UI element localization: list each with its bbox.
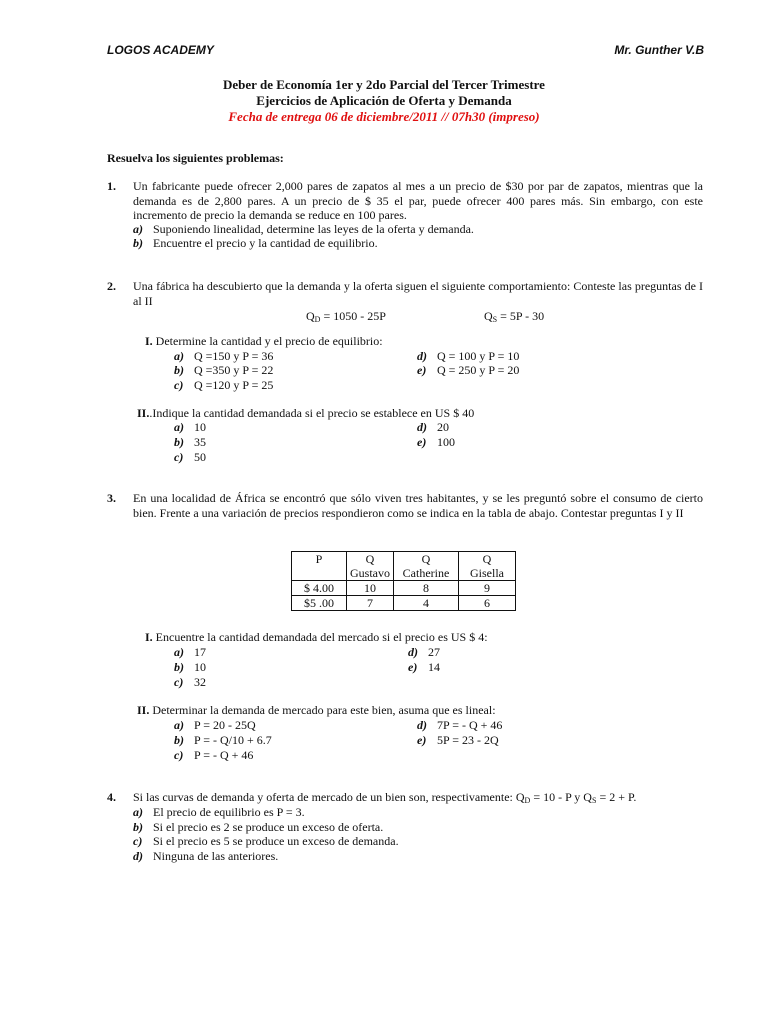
q4-option-b: b) Si el precio es 2 se produce un exceso de oferta. <box>133 820 384 834</box>
q2-text: Una fábrica ha descubierto que la demanda y la oferta siguen el siguiente comportamiento: Conteste las preguntas de I al II <box>133 279 703 308</box>
q3-demand-table <box>291 551 516 611</box>
option-text: Encuentre el precio y la cantidad de equilibrio. <box>153 236 378 250</box>
header-school: LOGOS ACADEMY <box>107 43 214 57</box>
q2-I-option-e: e) Q = 250 y P = 20 <box>417 363 520 377</box>
q2-I-option-b: b) Q =350 y P = 22 <box>174 363 274 377</box>
q3-II-option-e: e) 5P = 23 - 2Q <box>417 733 499 747</box>
q3-II-option-d: d) 7P = - Q + 46 <box>417 718 503 732</box>
title-line-1: Deber de Economía 1er y 2do Parcial del Tercer Trimestre <box>223 77 545 92</box>
due-date: Fecha de entrega 06 de diciembre/2011 // 07h30 (impreso) <box>228 109 540 124</box>
q2-II-option-a: a) 10 <box>174 420 206 434</box>
q1-option-a <box>133 222 474 237</box>
table-header-row <box>292 552 516 581</box>
q2-supply-equation: $Q_S = 5P - 30$ <box>484 309 545 324</box>
q4-number: 4. <box>107 790 116 804</box>
q2-number: 2. <box>107 279 116 293</box>
q3-I-option-a: a) 17 <box>174 645 206 659</box>
q2-II-option-e: e) 100 <box>417 435 455 449</box>
q2-I-option-d: d) Q = 100 y P = 10 <box>417 349 520 363</box>
q2-II-option-b: b) 35 <box>174 435 206 449</box>
instruction: Resuelva los siguientes problemas: <box>107 151 284 165</box>
q4-option-a: a) El precio de equilibrio es P = 3. <box>133 805 305 819</box>
table-row: $ 4.00 10 8 9 <box>292 581 516 596</box>
header-catherine: Q Catherine <box>394 552 459 581</box>
q3-I-option-e: e) 14 <box>408 660 440 674</box>
q3-I-option-d: d) 27 <box>408 645 440 659</box>
q3-part-II: II. Determinar la demanda de mercado para este bien, asuma que es lineal: <box>137 703 496 717</box>
q2-part-I: I. Determine la cantidad y el precio de equilibrio: <box>145 334 383 348</box>
option-label: b) <box>133 236 143 250</box>
header-price: P <box>292 552 347 581</box>
option-text: Suponiendo linealidad, determine las leyes de la oferta y demanda. <box>153 222 474 236</box>
table-row: $5 .00 7 4 6 <box>292 596 516 611</box>
q3-II-option-c: c) P = - Q + 46 <box>174 748 254 762</box>
q3-II-option-a: a) P = 20 - 25Q <box>174 718 256 732</box>
q1-option-b <box>133 236 378 251</box>
header-teacher: Mr. Gunther V.B <box>614 43 704 57</box>
q2-I-option-a: a) Q =150 y P = 36 <box>174 349 274 363</box>
title-line-2: Ejercicios de Aplicación de Oferta y Demanda <box>256 93 512 108</box>
q3-I-option-c: c) 32 <box>174 675 206 689</box>
q1-number: 1. <box>107 179 116 193</box>
q4-text: Si las curvas de demanda y oferta de mercado de un bien son, respectivamente: $Q_D = 10 - P$ y $Q_S = 2 + P$. <box>133 790 637 805</box>
option-label: a) <box>133 222 143 236</box>
q4-option-d: d) Ninguna de las anteriores. <box>133 849 279 863</box>
header-gustavo: Q Gustavo <box>347 552 394 581</box>
q3-I-option-b: b) 10 <box>174 660 206 674</box>
q3-part-I: I. Encuentre la cantidad demandada del mercado si el precio es US $ 4: <box>145 630 488 644</box>
q2-I-option-c: c) Q =120 y P = 25 <box>174 378 274 392</box>
q3-number: 3. <box>107 491 116 505</box>
header-gisella: Q Gisella <box>459 552 516 581</box>
q2-part-II: II..Indique la cantidad demandada si el precio se establece en US $ 40 <box>137 406 475 420</box>
q2-II-option-c: c) 50 <box>174 450 206 464</box>
q2-demand-equation: $Q_D = 1050 - 25P$ <box>306 309 386 324</box>
q2-II-option-d: d) 20 <box>417 420 449 434</box>
q4-option-c: c) Si el precio es 5 se produce un exceso de demanda. <box>133 834 399 848</box>
q3-II-option-b: b) P = - Q/10 + 6.7 <box>174 733 272 747</box>
q3-text: En una localidad de África se encontró que sólo viven tres habitantes, y se les preguntó sobre el consumo de cierto bien. Frente a una variación de precios respondieron como se indica en la tabla de abajo. Contestar preguntas I y II <box>133 491 703 520</box>
q1-text: Un fabricante puede ofrecer 2,000 pares de zapatos al mes a un precio de $30 por par de zapatos, mientras que la demanda es de 2,800 pares. A un precio de $ 35 el par, puede ofrecer 400 pares más. Sin embargo, con este incremento de precio la demanda se reduce en 100 pares. <box>133 179 703 222</box>
